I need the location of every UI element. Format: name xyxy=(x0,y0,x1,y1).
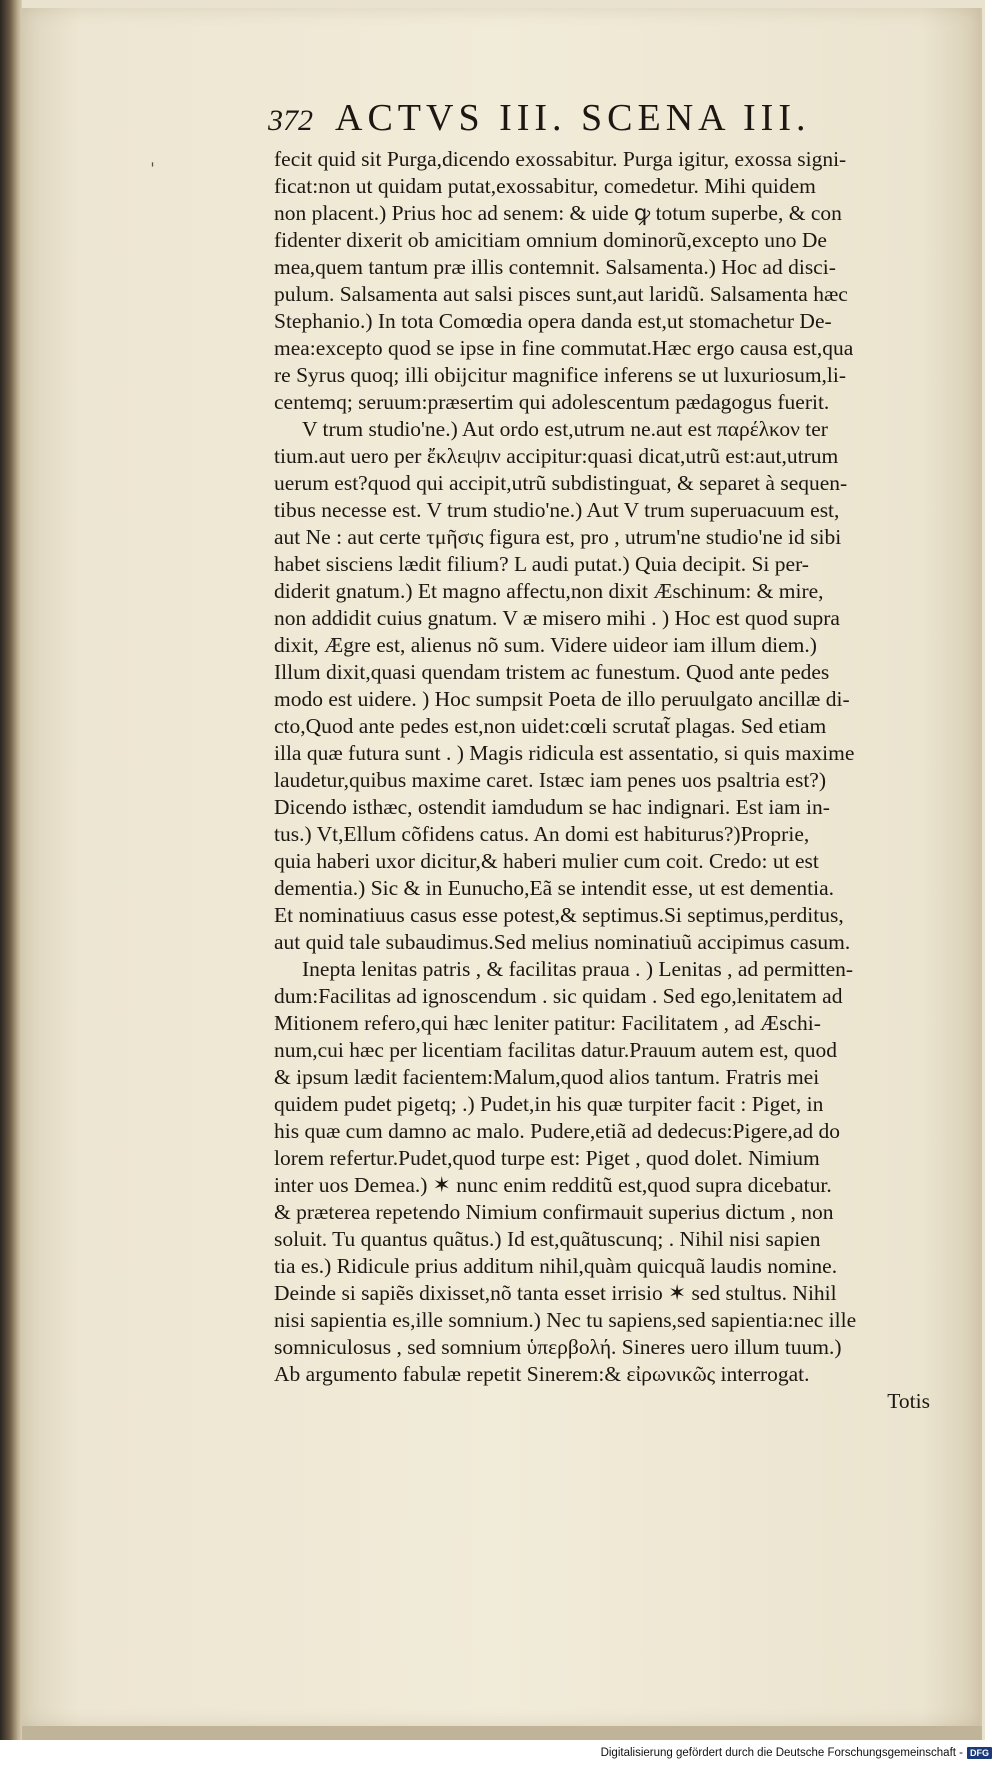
text-line: Stephanio.) In tota Comœdia opera danda est,ut stomachetur De- xyxy=(274,309,832,333)
text-line: num,cui hæc per licentiam facilitas datur.Prauum autem est, quod xyxy=(274,1038,838,1062)
text-line: his quæ cum damno ac malo. Pudere,etiã ad dedecus:Pigere,ad do xyxy=(274,1119,841,1143)
page-lower-edge xyxy=(22,1726,982,1740)
text-line: Mitionem refero,qui hæc leniter patitur: Facilitatem , ad Æschi- xyxy=(274,1011,821,1035)
text-line: illa quæ futura sunt . ) Magis ridicula est assentatio, si quis maxime xyxy=(274,741,855,765)
text-line: cto,Quod ante pedes est,non uidet:cœli scrutat̃ plagas. Sed etiam xyxy=(274,714,827,738)
book-binding-edge xyxy=(0,0,22,1740)
text-line: lorem refertur.Pudet,quod turpe est: Piget , quod dolet. Nimium xyxy=(274,1146,820,1170)
text-line: mea:excepto quod se ipse in fine commutat.Hæc ergo causa est,qua xyxy=(274,336,854,360)
text-line: non placent.) Prius hoc ad senem: & uide ꝙ totum superbe, & con xyxy=(274,201,842,225)
text-line: tus.) Vt,Ellum cõfidens catus. An domi est habiturus?)Proprie, xyxy=(274,822,810,846)
text-line: Illum dixit,quasi quendam tristem ac funestum. Quod ante pedes xyxy=(274,660,830,684)
text-line: Deinde si sapiẽs dixisset,nõ tanta esset irrisio ✶ sed stultus. Nihil xyxy=(274,1281,837,1305)
text-line: fecit quid sit Purga,dicendo exossabitur. Purga igitur, exossa signi- xyxy=(274,147,847,171)
text-line: & præterea repetendo Nimium confirmauit superius dictum , non xyxy=(274,1200,834,1224)
page-header xyxy=(268,96,810,140)
text-line: Inepta lenitas patris , & facilitas praua . ) Lenitas , ad permitten- xyxy=(302,957,854,981)
running-head: ACTVS III. SCENA III. xyxy=(335,97,811,139)
text-line: tium.aut uero per ἔκλειψιν accipitur:quasi dicat,utrũ est:aut,utrum xyxy=(274,444,839,468)
text-line: quia haberi uxor dicitur,& haberi mulier cum coit. Credo: ut est xyxy=(274,849,819,873)
catchword: Totis xyxy=(887,1389,930,1413)
footer-credit: Digitalisierung gefördert durch die Deutsche Forschungsgemeinschaft - xyxy=(600,1747,963,1759)
text-line: dixit, Ægre est, alienus nõ sum. Videre uideor iam illum diem.) xyxy=(274,633,817,657)
text-line: diderit gnatum.) Et magno affectu,non dixit Æschinum: & mire, xyxy=(274,579,824,603)
text-line: Ab argumento fabulæ repetit Sinerem:& εἰρωνικῶς interrogat. xyxy=(274,1362,810,1386)
text-line: non addidit cuius gnatum. V æ misero mihi . ) Hoc est quod supra xyxy=(274,606,840,630)
page-number: 372 xyxy=(268,104,313,137)
text-line: centemq; seruum:præsertim qui adolescentum pædagogus fuerit. xyxy=(274,390,830,414)
text-line: somniculosus , sed somnium ὑπερβολή. Sineres uero illum tuum.) xyxy=(274,1335,842,1359)
text-line: Dicendo isthæc, ostendit iamdudum se hac indignari. Est iam in- xyxy=(274,795,830,819)
text-line: re Syrus quoq; illi obijcitur magnifice inferens se ut luxuriosum,li- xyxy=(274,363,847,387)
footer xyxy=(601,1747,992,1759)
text-line: habet sisciens lædit filium? L audi putat.) Quia decipit. Si per- xyxy=(274,552,809,576)
text-line: modo est uidere. ) Hoc sumpsit Poeta de illo peruulgato ancillæ di- xyxy=(274,687,850,711)
text-line: fidenter dixerit ob amicitiam omnium dominorũ,excepto uno De xyxy=(274,228,827,252)
text-line: mea,quem tantum præ illis contemnit. Salsamenta.) Hoc ad disci- xyxy=(274,255,836,279)
text-line: quidem pudet pigetq; .) Pudet,in his quæ turpiter facit : Piget, in xyxy=(274,1092,824,1116)
text-line: laudetur,quibus maxime caret. Istæc iam penes uos psaltria est?) xyxy=(274,768,826,792)
text-line: pulum. Salsamenta aut salsi pisces sunt,aut laridũ. Salsamenta hæc xyxy=(274,282,848,306)
text-line: nisi sapientia es,ille somnium.) Nec tu sapiens,sed sapientia:nec ille xyxy=(274,1308,857,1332)
text-line: uerum est?quod qui accipit,utrũ subdistinguat, & separet à sequen- xyxy=(274,471,848,495)
commentary-text-block xyxy=(274,146,934,1415)
dfg-logo: DFG xyxy=(967,1747,992,1759)
text-line: Et nominatiuus casus esse potest,& septimus.Si septimus,perditus, xyxy=(274,903,844,927)
text-line: soluit. Tu quantus quãtus.) Id est,quãtuscunq; . Nihil nisi sapien xyxy=(274,1227,821,1251)
text-line: dum:Facilitas ad ignoscendum . sic quidam . Sed ego,lenitatem ad xyxy=(274,984,843,1008)
text-line: dementia.) Sic & in Eunucho,Eã se intendit esse, ut est dementia. xyxy=(274,876,835,900)
text-line: tia es.) Ridicule prius additum nihil,quàm quicquã laudis nomine. xyxy=(274,1254,838,1278)
text-line: ficat:non ut quidam putat,exossabitur, comedetur. Mihi quidem xyxy=(274,174,816,198)
text-line: inter uos Demea.) ✶ nunc enim redditũ est,quod supra dicebatur. xyxy=(274,1173,832,1197)
text-line: V trum studio'ne.) Aut ordo est,utrum ne.aut est παρέλκον ter xyxy=(302,417,828,441)
text-line: aut Ne : aut certe τμῆσις figura est, pro , utrum'ne studio'ne id sibi xyxy=(274,525,842,549)
ink-mark: ˈ xyxy=(150,160,155,181)
text-line: tibus necesse est. V trum studio'ne.) Aut V trum superuacuum est, xyxy=(274,498,840,522)
text-line: & ipsum lædit facientem:Malum,quod alios tantum. Fratris mei xyxy=(274,1065,820,1089)
text-line: aut quid tale subaudimus.Sed melius nominatiuũ accipimus casum. xyxy=(274,930,851,954)
